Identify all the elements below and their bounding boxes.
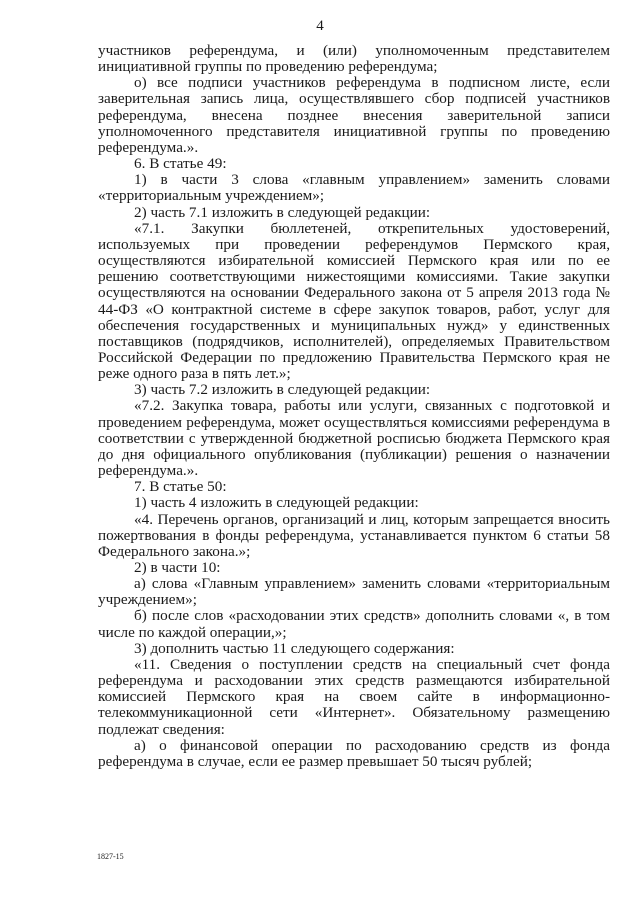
document-body	[98, 43, 610, 770]
paragraph: «4. Перечень органов, организаций и лиц, которым запрещается вносить пожертвования в фонды референдума, устанавливается пунктом 6 статьи 58 Федерального закона.»;	[98, 510, 610, 560]
paragraph: 6. В статье 49:	[134, 155, 227, 173]
paragraph: 2) часть 7.1 изложить в следующей редакции:	[134, 203, 431, 221]
paragraph: 1) в части 3 слова «главным управлением» заменить словами «территориальным учреждением»;	[98, 171, 610, 205]
paragraph: «7.2. Закупка товара, работы или услуги, связанных с подготовкой и проведением референдума, может осуществляться комиссиями референдума в соответствии с утвержденной бюджетной росписью бюджета Пермского края до дня официального опубликования (публикации) решения о назначении референдума.».	[98, 397, 610, 480]
paragraph: а) слова «Главным управлением» заменить словами «территориальным учреждением»;	[98, 575, 610, 609]
paragraph: 3) дополнить частью 11 следующего содержания:	[134, 639, 455, 657]
paragraph: «11. Сведения о поступлении средств на специальный счет фонда референдума и расходовании этих средств размещаются избирательной комиссией Пермского края на своем сайте в информационно-телекоммуникационной сети «Интернет». Обязательному размещению подлежат сведения:	[98, 655, 610, 738]
footer-document-code: 1827-15	[97, 852, 124, 861]
paragraph: 7. В статье 50:	[134, 478, 227, 496]
paragraph: участников референдума, и (или) уполномоченным представителем инициативной группы по проведению референдума;	[98, 42, 610, 76]
paragraph: 1) часть 4 изложить в следующей редакции:	[134, 494, 419, 512]
paragraph: а) о финансовой операции по расходованию средств из фонда референдума в случае, если ее размер превышает 50 тысяч рублей;	[98, 736, 610, 770]
paragraph: о) все подписи участников референдума в подписном листе, если заверительная запись лица, осуществлявшего сбор подписей участников референдума, внесена позднее внесения заверительной записи уполномоченного представителя инициативной группы по проведению референдума.».	[98, 74, 610, 156]
page-number: 4	[316, 18, 324, 34]
paragraph: «7.1. Закупки бюллетеней, открепительных удостоверений, используемых при проведении референдумов Пермского края, осуществляются избирательной комиссией Пермского края или по ее решению соответствующими нижестоящими комиссиями. Такие закупки осуществляются на основании Федерального закона от 5 апреля 2013 года № 44-ФЗ «О контрактной системе в сфере закупок товаров, работ, услуг для обеспечения государственных и муниципальных нужд» у единственных поставщиков (подрядчиков, исполнителей), определяемых Правительством Российской Федерации по предложению Правительства Пермского края не реже одного раза в пять лет.»;	[98, 219, 610, 383]
paragraph: 2) в части 10:	[134, 559, 221, 576]
paragraph: 3) часть 7.2 изложить в следующей редакции:	[134, 381, 431, 399]
paragraph: б) после слов «расходовании этих средств» дополнить словами «, в том числе по каждой операции,»;	[98, 607, 610, 641]
